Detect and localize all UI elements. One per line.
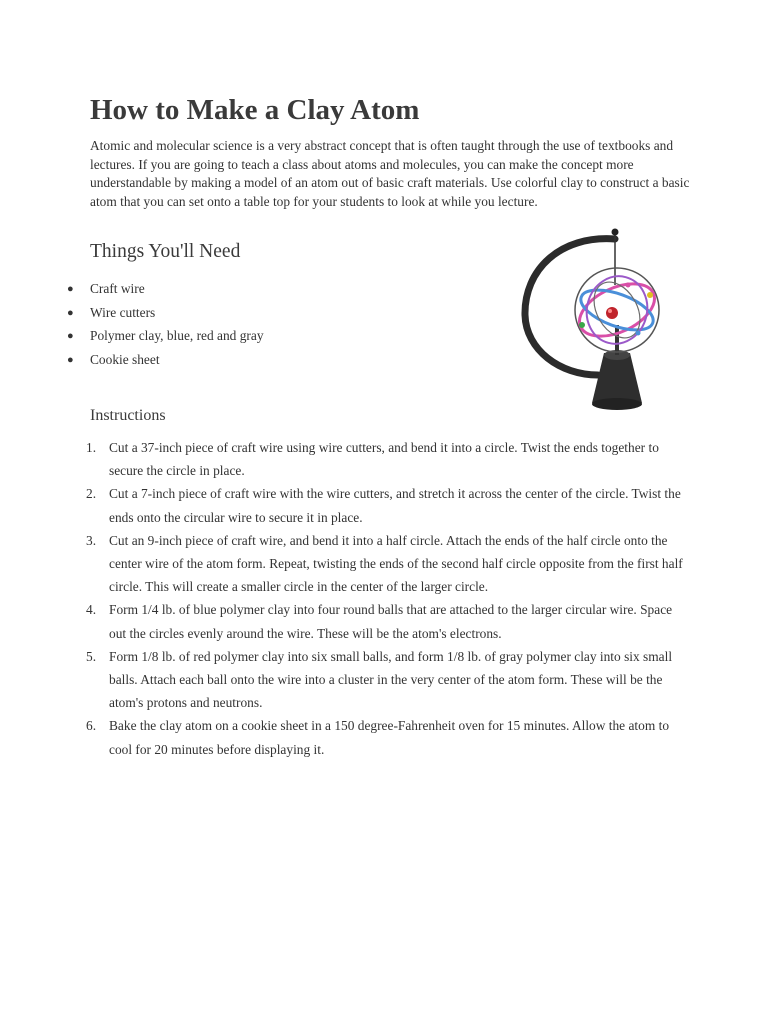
step-number: 1. — [86, 440, 97, 455]
list-item — [67, 351, 264, 375]
instruction-step — [86, 482, 684, 528]
list-item-label: Cookie sheet — [90, 351, 160, 367]
instruction-step — [86, 598, 684, 644]
page-title: How to Make a Clay Atom — [90, 94, 420, 126]
list-item — [67, 304, 264, 328]
bullet-icon: ● — [67, 306, 74, 319]
list-item-label: Craft wire — [90, 281, 145, 296]
step-text: Bake the clay atom on a cookie sheet in a 150 degree-Fahrenheit oven for 15 minutes. Allow the atom to cool for 20 minutes before displaying it. — [109, 718, 670, 757]
list-item — [67, 280, 264, 304]
intro-paragraph: Atomic and molecular science is a very abstract concept that is often taught through the use of textbooks and lectures. If you are going to teach a class about atoms and molecules, you can make the concept more understandable by making a model of an atom out of basic craft materials. Use colorful clay to construct a basic atom that you can set onto a table top for your students to look at while you lecture. — [90, 138, 690, 209]
list-item-label: Polymer clay, blue, red and gray — [90, 328, 264, 343]
step-text: Cut an 9-inch piece of craft wire, and bend it into a half circle. Attach the ends of the half circle onto the center wire of the atom form. Repeat, twisting the ends of the second half circle opposite from the first half circle. This will create a smaller circle in the center of the larger circle. — [109, 532, 683, 595]
list-item — [67, 327, 264, 351]
list-item-label: Wire cutters — [90, 304, 156, 320]
bullet-icon: ● — [67, 330, 74, 342]
bullet-icon: ● — [67, 283, 74, 295]
step-text: Form 1/8 lb. of red polymer clay into six small balls, and form 1/8 lb. of gray polymer clay into six small balls. Attach each ball onto the wire into a cluster in the very center of the atom form. These will be the atom's protons and neutrons. — [109, 648, 673, 711]
step-number: 5. — [86, 648, 97, 664]
step-text: Form 1/4 lb. of blue polymer clay into four round balls that are attached to the larger circular wire. Space out the circles evenly around the wire. These will be the atom's electrons. — [109, 602, 673, 641]
step-text: Cut a 7-inch piece of craft wire with the wire cutters, and stretch it across the center of the circle. Twist the ends onto the circular wire to secure it in place. — [109, 486, 681, 525]
instruction-step — [86, 645, 684, 715]
step-number: 2. — [86, 486, 97, 502]
step-number: 6. — [86, 718, 97, 734]
things-needed-list — [67, 280, 264, 374]
bullet-icon: ● — [67, 353, 74, 366]
instructions-list — [86, 436, 684, 761]
instruction-step — [86, 529, 684, 599]
instruction-step — [86, 714, 684, 760]
things-needed-heading: Things You'll Need — [90, 241, 241, 262]
step-number: 4. — [86, 602, 97, 618]
atom-model-image — [520, 225, 670, 415]
instructions-heading: Instructions — [90, 407, 166, 424]
step-number: 3. — [86, 532, 97, 548]
instruction-step — [86, 436, 684, 482]
step-text: Cut a 37-inch piece of craft wire using wire cutters, and bend it into a circle. Twist the ends together to secure the circle in place. — [109, 440, 659, 479]
